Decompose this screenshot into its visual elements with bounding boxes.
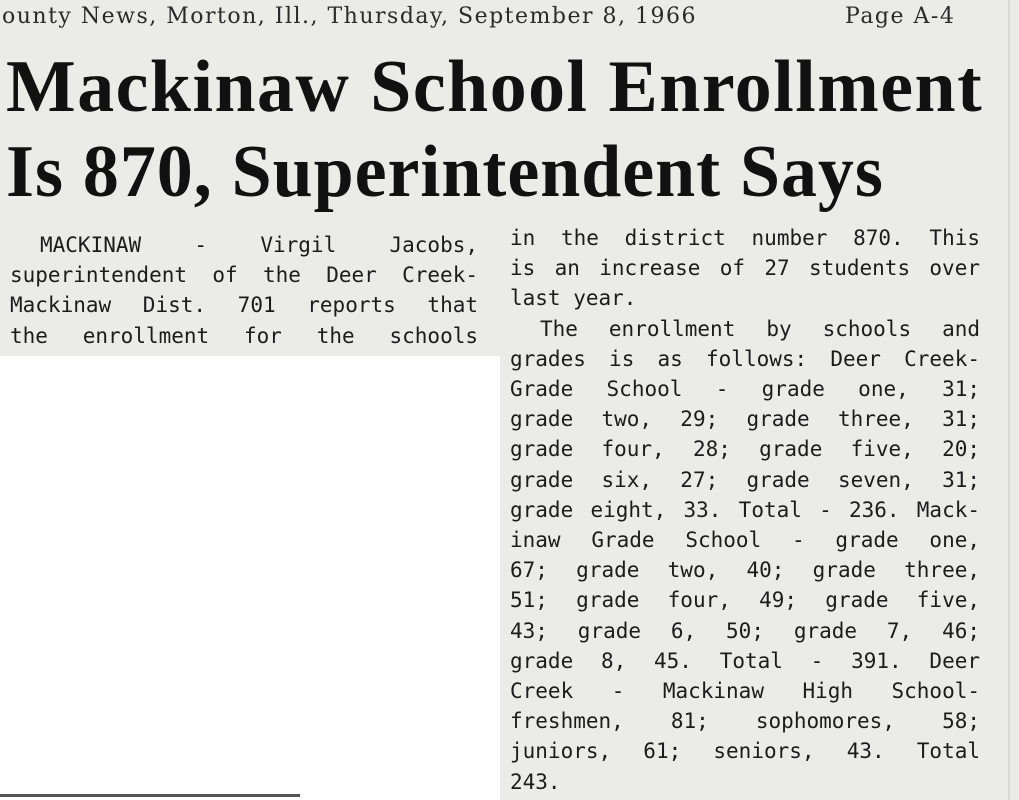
headline-line-2: Is 870, Superintendent Says (6, 131, 884, 213)
article-line: grade six, 27; grade seven, 31; (510, 467, 980, 492)
article-line: 43; grade 6, 50; grade 7, 46; (510, 618, 980, 643)
article-line: Mackinaw Dist. 701 reports that (10, 293, 478, 318)
dateline-text: ounty News, Morton, Ill., Thursday, September 8, 1966 (2, 4, 697, 29)
article-line: last year. (510, 286, 637, 311)
article-line: grade two, 29; grade three, 31; (510, 407, 980, 432)
article-line: inaw Grade School - grade one, (510, 528, 980, 553)
page-number: Page A-4 (845, 4, 956, 29)
headline-line-1: Mackinaw School Enrollment (6, 46, 984, 128)
article-line: the enrollment for the schools (10, 323, 478, 348)
article-column-left (10, 230, 478, 351)
article-line: 51; grade four, 49; grade five, (510, 588, 980, 613)
article-line: in the district number 870. This (510, 226, 980, 250)
blank-column-area (0, 356, 500, 800)
article-line: Grade School - grade one, 31; (510, 377, 980, 402)
article-line: 243. (510, 769, 561, 794)
article-line: grade 8, 45. Total - 391. Deer (510, 648, 980, 673)
article-line: superintendent of the Deer Creek- (10, 263, 478, 288)
article-column-right (510, 223, 980, 797)
article-line: 67; grade two, 40; grade three, (510, 558, 980, 583)
article-line: grades is as follows: Deer Creek- (510, 346, 980, 371)
column-rule (0, 794, 300, 797)
article-line: grade eight, 33. Total - 236. Mack- (510, 497, 980, 522)
dateline (2, 4, 1012, 29)
article-line: grade four, 28; grade five, 20; (510, 437, 980, 462)
article-line: is an increase of 27 students over (510, 256, 980, 281)
clipping-edge (1008, 0, 1010, 800)
article-line: MACKINAW - Virgil Jacobs, (40, 233, 478, 257)
article-line: juniors, 61; seniors, 43. Total (510, 739, 980, 764)
article-line: The enrollment by schools and (540, 316, 980, 341)
article-line: Creek - Mackinaw High School- (510, 679, 980, 704)
article-line: freshmen, 81; sophomores, 58; (510, 709, 980, 734)
